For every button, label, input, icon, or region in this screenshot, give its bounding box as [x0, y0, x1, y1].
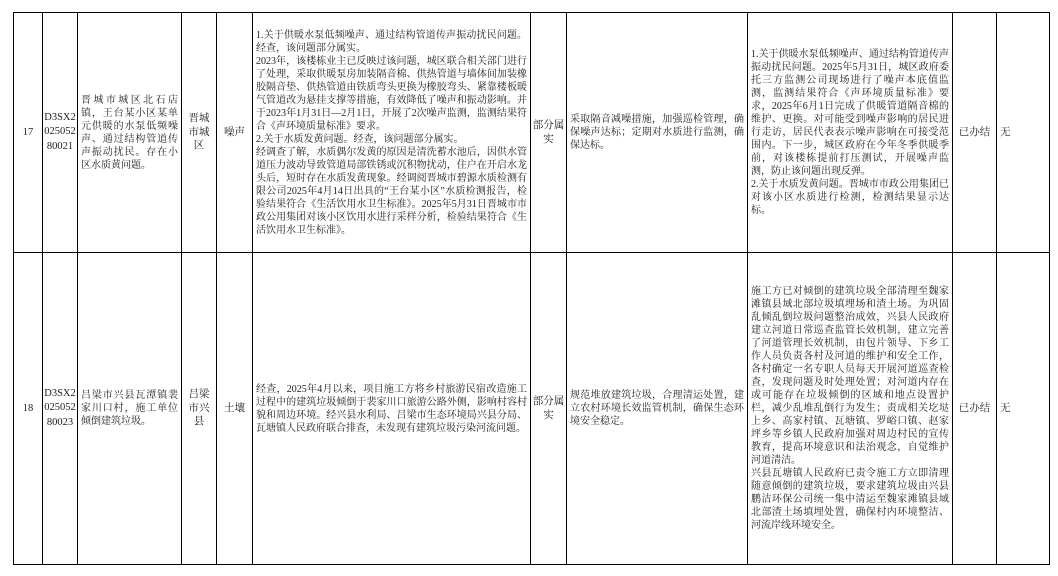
pollution-type-cell: 噪声: [217, 13, 253, 253]
seq-cell: 17: [14, 13, 43, 253]
table-row: [14, 253, 1050, 565]
case-code-cell: D3SX202505280023: [43, 253, 78, 565]
region-cell: 晋城市城区: [182, 13, 217, 253]
pollution-type-cell: 土壤: [217, 253, 253, 565]
measures-cell: 采取隔音减噪措施，加强巡检管理，确保噪声达标；定期对水质进行监测，确保达标。: [567, 13, 748, 253]
resolution-cell: 1.关于供暖水泵低频噪声、通过结构管道传声振动扰民问题。2025年5月31日，城区政府委托三方监测公司现场进行了噪声本底值监测，监测结果符合《声环境质量标准》要求，2025年6月1日完成了供暖管道隔音棉的维护、更换。对可能受到噪声影响的居民进行走访，居民代表表示噪声影响在可接受范围内。下一步，城区政府在今年冬季供暖季前，对该楼栋提前打压测试，开展噪声监测，防止该问题出现反弹。 2.关于水质发黄问题。晋城市市政公用集团已对该小区水质进行检测，检测结果显示达标。: [748, 13, 953, 253]
table-row: [14, 13, 1050, 253]
resolution-cell: 施工方已对倾倒的建筑垃圾全部清理至魏家滩镇县域北部垃圾填埋场和渣土场。为巩固乱倾乱倒垃圾问题整治成效，兴县人民政府建立河道日常巡查监管长效机制，建立完善了河道管理长效机制，由包片领导、下乡工作人员负责各村及河道的维护和安全工作，各村确定一名专职人员每天开展河道巡查检查，发现问题及时处理处置；对河道内存在或可能存在垃圾倾倒的区域和地点设置护栏，减少乱堆乱倒行为发生；责成相关圪垯上乡、高家村镇、瓦塘镇、罗峪口镇、赵家坪乡等乡镇人民政府加强对周边村民的宣传教育，提高环境意识和法治观念，自觉维护河道清洁。 兴县瓦塘镇人民政府已责令施工方立即清理随意倾倒的建筑垃圾，要求建筑垃圾由兴县鹏洁环保公司统一集中清运至魏家滩镇县域北部渣土场填埋处置，确保村内环境整洁、河流岸线环境安全。: [748, 253, 953, 565]
investigation-cell: 经查，2025年4月以来，项目施工方将乡村旅游民宿改造施工过程中的建筑垃圾倾倒于裴家川口旅游公路外侧，影响村容村貌和周边环境。经兴县水利局、吕梁市生态环境局兴县分局、瓦塘镇人民政府联合排查，未发现有建筑垃圾污染河流问题。: [253, 253, 531, 565]
seq-cell: 18: [14, 253, 43, 565]
verification-cell: 部分属实: [531, 13, 567, 253]
accountability-cell: 无: [997, 253, 1050, 565]
investigation-cell: 1.关于供暖水泵低频噪声、通过结构管道传声振动扰民问题。经查，该问题部分属实。 2023年，该楼栋业主已反映过该问题，城区联合相关部门进行了处理，采取供暖泵房加装隔音棉、供热管道与墙体间加装橡胶隔音垫、供热管道由铁质弯头更换为橡胶弯头、紧靠楼板暖气管道改为悬挂支撑等措施，有效降低了噪声和振动影响。并于2023年1月31日—2月1日，开展了2次噪声监测，监测结果符合《声环境质量标准》要求。 2.关于水质发黄问题。经查，该问题部分属实。 经调查了解，水质偶尔发黄的原因是清洗蓄水池后，因供水管道压力波动导致管道局部铁锈或沉积物扰动，住户在开启水龙头后，短时存在水质发黄现象。经调阅晋城市碧源水质检测有限公司2025年4月14日出具的“王台某小区”水质检测报告，检验结果符合《生活饮用水卫生标准》。2025年5月31日晋城市市政公用集团对该小区饮用水进行采样分析，检验结果符合《生活饮用水卫生标准》。: [253, 13, 531, 253]
region-cell: 吕梁市兴县: [182, 253, 217, 565]
case-code-cell: D3SX202505280021: [43, 13, 78, 253]
complaint-cell: 晋城市城区北石店镇，王台某小区某单元供暖的水泵低频噪声、通过结构管道传声振动扰民。存在小区水质黄问题。: [78, 13, 182, 253]
status-cell: 已办结: [953, 13, 997, 253]
accountability-cell: 无: [997, 13, 1050, 253]
verification-cell: 部分属实: [531, 253, 567, 565]
complaint-cell: 吕梁市兴县瓦潭镇裴家川口村，施工单位倾倒建筑垃圾。: [78, 253, 182, 565]
status-cell: 已办结: [953, 253, 997, 565]
complaints-table: [13, 12, 1050, 565]
measures-cell: 规范堆放建筑垃圾，合理清运处置，建立农村环境长效监管机制，确保生态环境安全稳定。: [567, 253, 748, 565]
